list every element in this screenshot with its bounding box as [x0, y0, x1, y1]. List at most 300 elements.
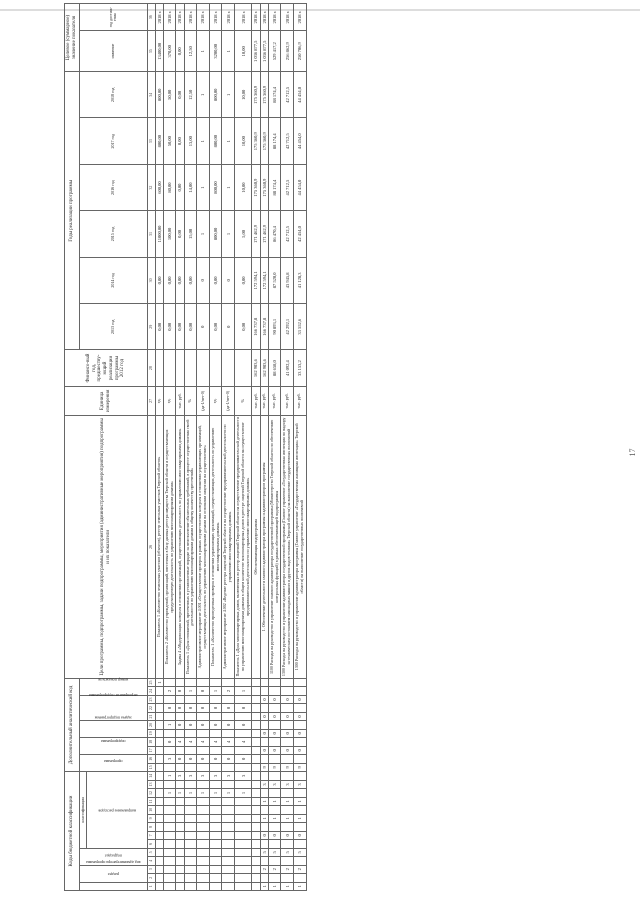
code-cell — [209, 831, 222, 839]
code-cell: 1 — [163, 721, 176, 729]
column-number: 22 — [148, 704, 156, 712]
code-cell — [176, 814, 184, 822]
code-cell — [293, 687, 306, 695]
years-header: Годы реализации программы — [65, 72, 80, 350]
code-cell: 1 — [155, 678, 163, 687]
code-cell: 0 — [209, 704, 222, 712]
code-cell — [252, 814, 260, 822]
row-unit: ед. — [209, 386, 222, 415]
code-cell — [281, 857, 294, 865]
row-year-value: 1 — [197, 118, 210, 164]
code-cell — [293, 678, 306, 687]
code-cell — [184, 695, 197, 703]
code-cell: 1 — [260, 797, 268, 805]
code-cell — [155, 823, 163, 831]
code-cell — [293, 704, 306, 712]
code-cell — [197, 729, 210, 737]
row-year-value: 0,00 — [235, 304, 252, 350]
code-cell — [260, 857, 268, 865]
row-total-value: 3200,00 — [209, 31, 222, 72]
code-cell — [260, 738, 268, 746]
code-cell — [252, 848, 260, 856]
code-cell: 0 — [281, 712, 294, 720]
row-year-value: 42 454,0 — [293, 211, 306, 257]
row-description: Обеспечивающая подпрограмма — [252, 416, 260, 679]
code-cell — [260, 840, 268, 848]
code-cell — [235, 823, 252, 831]
code-cell: 0 — [268, 831, 281, 839]
code-cell — [222, 806, 235, 814]
code-cell — [281, 738, 294, 746]
column-number: 29 — [148, 304, 156, 350]
row-total-value: 1 036 877,5 — [260, 31, 268, 72]
row-year-value: 12,50 — [184, 72, 197, 118]
row-year-value: 0,00 — [163, 257, 176, 303]
row-year-value: 1 — [222, 211, 235, 257]
code-cell: 4 — [176, 738, 184, 746]
code-cell: 0 — [260, 695, 268, 703]
row-year-value: 0,00 — [176, 164, 184, 210]
row-unit: тыс. руб. — [293, 386, 306, 415]
code-cell — [155, 721, 163, 729]
row-year-value: 50,00 — [163, 118, 176, 164]
code-cell — [155, 857, 163, 865]
code-cell — [155, 712, 163, 720]
code-cell — [209, 729, 222, 737]
code-cell — [184, 746, 197, 754]
column-number: 1 — [148, 882, 156, 890]
code-cell: 1 — [235, 789, 252, 797]
code-cell — [281, 874, 294, 882]
code-cell — [281, 678, 294, 687]
code-cell — [209, 746, 222, 754]
row-base-value — [163, 350, 176, 386]
row-description: 1100 Расходы на руководство и управление главного администратора государственной программы (Министерство Тверской области по обеспечению контрольных функций) в рамках обеспечивающей подпрограммы — [268, 416, 281, 679]
column-number: 36 — [148, 4, 156, 31]
code-cell — [155, 772, 163, 781]
table-row — [222, 4, 235, 891]
row-total-value: 1 — [197, 31, 210, 72]
code-cell: 2 — [281, 865, 294, 873]
col-subprogram: подпрограмма — [79, 738, 148, 755]
row-year-value: 90 893,1 — [268, 304, 281, 350]
row-description: Административное мероприятие 4.002 «Ведение реестра лицензий Тверской области на осуществление предпринимательской деятельности по управлению многоквартирными домами» — [222, 416, 235, 679]
code-cell — [163, 882, 176, 890]
row-total-value: 0,00 — [176, 31, 184, 72]
code-cell: 3 — [293, 780, 306, 788]
column-number: 11 — [148, 797, 156, 805]
code-cell — [222, 848, 235, 856]
row-year-value: 800,00 — [155, 118, 163, 164]
code-cell: 5 — [281, 848, 294, 856]
code-cell — [184, 814, 197, 822]
table-row — [281, 4, 294, 891]
code-cell — [176, 780, 184, 788]
row-base-value — [184, 350, 197, 386]
row-base-value: 88 658,0 — [268, 350, 281, 386]
year-2016: 2016 год — [79, 164, 148, 210]
row-total-value: 529 417,2 — [268, 31, 281, 72]
col-subsection: подраздел — [79, 848, 148, 865]
code-cell: 3 — [268, 780, 281, 788]
code-cell — [260, 789, 268, 797]
row-year-value: 42 712,5 — [281, 164, 294, 210]
row-year-value: 1 — [222, 164, 235, 210]
column-number: 23 — [148, 695, 156, 703]
code-cell — [176, 729, 184, 737]
code-cell: 1 — [268, 797, 281, 805]
row-year-value: 175 360,9 — [252, 72, 260, 118]
code-cell — [163, 780, 176, 788]
code-cell — [222, 712, 235, 720]
column-number: 2 — [148, 874, 156, 882]
code-cell — [252, 840, 260, 848]
code-cell — [197, 678, 210, 687]
row-target-year: 2018 г. — [176, 4, 184, 31]
column-number: 9 — [148, 814, 156, 822]
column-number: 6 — [148, 840, 156, 848]
row-base-value — [155, 350, 163, 386]
row-unit: тыс. руб. — [281, 386, 294, 415]
code-cell — [155, 814, 163, 822]
table-row — [176, 4, 184, 891]
code-cell: 0 — [260, 746, 268, 754]
code-cell — [222, 797, 235, 805]
code-cell — [222, 746, 235, 754]
row-year-value: 1 — [222, 118, 235, 164]
code-cell — [197, 763, 210, 771]
code-cell — [155, 882, 163, 890]
row-year-value: 800,00 — [209, 211, 222, 257]
row-year-value: 88 174,4 — [268, 72, 281, 118]
code-cell — [252, 865, 260, 873]
code-cell — [235, 840, 252, 848]
row-year-value: 175 360,9 — [260, 164, 268, 210]
code-cell — [268, 678, 281, 687]
code-cell: 0 — [293, 695, 306, 703]
code-cell — [176, 865, 184, 873]
code-cell — [184, 840, 197, 848]
column-number: 4 — [148, 857, 156, 865]
code-cell — [184, 882, 197, 890]
code-cell — [293, 874, 306, 882]
code-cell: 0 — [176, 704, 184, 712]
col-indicator-number: номер показателя — [79, 678, 148, 695]
column-number: 27 — [148, 386, 156, 415]
code-cell — [155, 763, 163, 771]
row-year-value: 80,00 — [163, 164, 176, 210]
code-cell — [184, 874, 197, 882]
code-cell — [252, 678, 260, 687]
code-cell: 0 — [268, 746, 281, 754]
row-unit: % — [235, 386, 252, 415]
row-year-value: 800,00 — [209, 118, 222, 164]
row-target-year: 2018 г. — [252, 4, 260, 31]
code-cell — [209, 695, 222, 703]
table-row — [293, 4, 306, 891]
year-2014: 2014 год — [79, 257, 148, 303]
code-cell — [209, 797, 222, 805]
code-cell — [176, 831, 184, 839]
code-cell: 0 — [260, 712, 268, 720]
code-cell — [184, 823, 197, 831]
code-cell — [155, 704, 163, 712]
row-year-value: 175 360,9 — [260, 118, 268, 164]
row-total-value: 256 862,9 — [281, 31, 294, 72]
code-cell — [268, 874, 281, 882]
code-cell — [260, 772, 268, 781]
code-cell — [235, 797, 252, 805]
column-number: 19 — [148, 729, 156, 737]
code-cell — [252, 704, 260, 712]
table-row — [197, 4, 210, 891]
code-cell — [209, 712, 222, 720]
column-number: 15 — [148, 763, 156, 771]
code-cell — [209, 806, 222, 814]
code-cell: 1 — [293, 814, 306, 822]
code-cell — [252, 789, 260, 797]
code-cell: 0 — [293, 746, 306, 754]
code-cell: 3 — [281, 780, 294, 788]
row-description: Показатель 1 «Доля отношений, пресеченных в установленные порядке за неисполнение обязательных требований, в процессе осуществления своей деятельности по управлению многоквартирными домами к общему количеству пресечений» — [184, 416, 197, 679]
code-cell — [281, 721, 294, 729]
year-2015: 2015 год — [79, 211, 148, 257]
code-cell — [252, 874, 260, 882]
row-year-value: 0 — [222, 257, 235, 303]
code-cell — [155, 874, 163, 882]
code-cell — [235, 678, 252, 687]
code-cell — [252, 882, 260, 890]
code-cell — [163, 797, 176, 805]
code-cell: 0 — [197, 721, 210, 729]
code-cell: 0 — [197, 704, 210, 712]
code-cell: 4 — [197, 738, 210, 746]
code-cell — [252, 738, 260, 746]
row-year-value: 43 945,8 — [281, 257, 294, 303]
code-cell — [176, 848, 184, 856]
row-year-value: 10,00 — [235, 164, 252, 210]
code-cell: 0 — [163, 738, 176, 746]
code-cell — [293, 789, 306, 797]
row-unit: тыс. руб. — [252, 386, 260, 415]
code-cell: 2 — [163, 687, 176, 695]
code-cell — [197, 780, 210, 788]
column-number: 25 — [148, 678, 156, 687]
row-target-year: 2018 г. — [260, 4, 268, 31]
row-year-value: 10,00 — [235, 118, 252, 164]
column-number: 8 — [148, 823, 156, 831]
code-cell — [222, 865, 235, 873]
code-cell — [260, 806, 268, 814]
row-target-year: 2018 г. — [163, 4, 176, 31]
row-year-value: 0,00 — [176, 304, 184, 350]
col-event: мероприятие подпрограммы — [79, 695, 148, 720]
row-year-value: 175 360,9 — [252, 164, 260, 210]
code-cell: 0 — [235, 755, 252, 763]
row-target-year: 2018 г. — [235, 4, 252, 31]
code-cell: 0 — [281, 695, 294, 703]
code-cell — [163, 865, 176, 873]
code-cell — [252, 729, 260, 737]
code-cell — [176, 797, 184, 805]
code-cell: 1 — [281, 882, 294, 890]
code-cell: 0 — [197, 687, 210, 695]
row-total-value: 13400,00 — [155, 31, 163, 72]
row-year-value: 0 — [197, 304, 210, 350]
row-base-value — [209, 350, 222, 386]
code-cell — [260, 721, 268, 729]
table-row — [235, 4, 252, 891]
code-cell — [155, 780, 163, 788]
code-cell: 1 — [184, 687, 197, 695]
code-cell — [222, 763, 235, 771]
code-cell: 0 — [235, 704, 252, 712]
code-cell: 3 — [176, 772, 184, 781]
row-year-value: 172 594,1 — [252, 257, 260, 303]
column-numbers-row — [148, 4, 156, 891]
code-cell: 0 — [268, 695, 281, 703]
code-cell — [235, 857, 252, 865]
row-target-year: 2018 г. — [197, 4, 210, 31]
code-cell — [176, 678, 184, 687]
code-cell: 0 — [222, 755, 235, 763]
row-year-value: 44 454,0 — [293, 118, 306, 164]
code-cell — [155, 848, 163, 856]
code-cell — [293, 806, 306, 814]
code-cell — [176, 823, 184, 831]
code-cell: 1 — [268, 882, 281, 890]
row-year-value: 171 462,9 — [260, 211, 268, 257]
code-cell: 1 — [260, 814, 268, 822]
row-year-value: 11000,00 — [155, 211, 163, 257]
row-year-value: 0,00 — [176, 72, 184, 118]
code-cell: 9 — [281, 763, 294, 771]
column-number: 26 — [148, 416, 156, 679]
code-cell — [268, 721, 281, 729]
row-year-value: 0 — [222, 304, 235, 350]
column-number: 32 — [148, 164, 156, 210]
code-cell: 0 — [281, 746, 294, 754]
code-cell: 0 — [209, 755, 222, 763]
code-cell: 1 — [293, 882, 306, 890]
row-year-value: 0,00 — [155, 304, 163, 350]
row-year-value: 0,00 — [209, 304, 222, 350]
row-base-value: 162 903,6 — [252, 350, 260, 386]
row-target-year: 2018 г. — [222, 4, 235, 31]
code-cell — [163, 874, 176, 882]
code-cell — [155, 738, 163, 746]
code-cell — [184, 865, 197, 873]
code-cell — [184, 857, 197, 865]
code-cell: 3 — [163, 755, 176, 763]
code-cell — [252, 746, 260, 754]
code-cell — [184, 763, 197, 771]
row-year-value: 166 737,8 — [252, 304, 260, 350]
code-cell — [268, 789, 281, 797]
code-cell: 3 — [235, 772, 252, 781]
row-year-value: 44 454,0 — [293, 72, 306, 118]
code-cell: 0 — [176, 721, 184, 729]
code-cell: 0 — [197, 755, 210, 763]
code-cell — [235, 780, 252, 788]
code-cell: 3 — [197, 772, 210, 781]
code-cell: 9 — [268, 763, 281, 771]
column-number: 13 — [148, 780, 156, 788]
base-year-header: Финансо-вый год, предшеству-ющий реализации программы 2012 год — [65, 350, 148, 386]
row-unit: тыс. руб. — [268, 386, 281, 415]
code-cell: 0 — [293, 712, 306, 720]
code-cell — [163, 678, 176, 687]
code-cell — [184, 712, 197, 720]
code-cell — [293, 738, 306, 746]
row-unit: (да-1/нет-0) — [222, 386, 235, 415]
row-year-value: 1 — [197, 164, 210, 210]
row-description: Задача 4 «Модернизация контроля в отношении организаций, осуществляющих деятельность по управлению многоквартирными домами» — [176, 416, 184, 679]
row-year-value: 41 128,3 — [293, 257, 306, 303]
code-cell: 0 — [184, 721, 197, 729]
code-cell: 1 — [197, 789, 210, 797]
row-base-value — [176, 350, 184, 386]
row-description: Показатель 2 «Количество учреждений, организаций, внесенных в базу данных реестра имущества Тверской области и осуществляющих предусмотренную деятельность по управлению многоквартирными домами» — [163, 416, 176, 679]
row-target-year: 2018 г. — [184, 4, 197, 31]
table-row — [209, 4, 222, 891]
row-year-value: 10,00 — [235, 72, 252, 118]
code-cell — [209, 814, 222, 822]
code-cell: 0 — [222, 704, 235, 712]
final-value-header: Целевое (суммарное) значение показателя — [65, 4, 80, 72]
code-cell — [163, 857, 176, 865]
code-cell — [252, 712, 260, 720]
code-cell — [222, 729, 235, 737]
code-cell — [268, 687, 281, 695]
code-cell — [260, 687, 268, 695]
row-base-value — [222, 350, 235, 386]
code-cell — [176, 840, 184, 848]
row-target-year: 2018 г. — [209, 4, 222, 31]
code-cell — [222, 831, 235, 839]
code-cell — [155, 797, 163, 805]
code-cell — [163, 823, 176, 831]
code-cell — [260, 755, 268, 763]
code-cell — [281, 687, 294, 695]
code-cell — [281, 755, 294, 763]
code-cell: 1 — [281, 797, 294, 805]
final-year-label: год достиж-ения — [79, 4, 148, 31]
code-cell — [209, 840, 222, 848]
code-cell — [197, 695, 210, 703]
code-cell: 1 — [268, 814, 281, 822]
table-row — [184, 4, 197, 891]
code-cell: 0 — [163, 704, 176, 712]
code-cell — [252, 763, 260, 771]
code-cell — [197, 840, 210, 848]
row-unit: тыс. руб. — [260, 386, 268, 415]
code-cell — [235, 746, 252, 754]
code-cell — [163, 848, 176, 856]
code-cell: 3 — [209, 772, 222, 781]
code-cell: 0 — [176, 755, 184, 763]
code-cell — [222, 840, 235, 848]
row-year-value: 42 292,1 — [281, 304, 294, 350]
code-cell — [209, 763, 222, 771]
code-cell — [268, 857, 281, 865]
col-section: раздел — [79, 865, 148, 882]
program-indicators-table — [64, 3, 307, 891]
code-cell — [268, 823, 281, 831]
code-cell — [163, 814, 176, 822]
row-year-value: 13,00 — [184, 118, 197, 164]
code-cell — [184, 780, 197, 788]
